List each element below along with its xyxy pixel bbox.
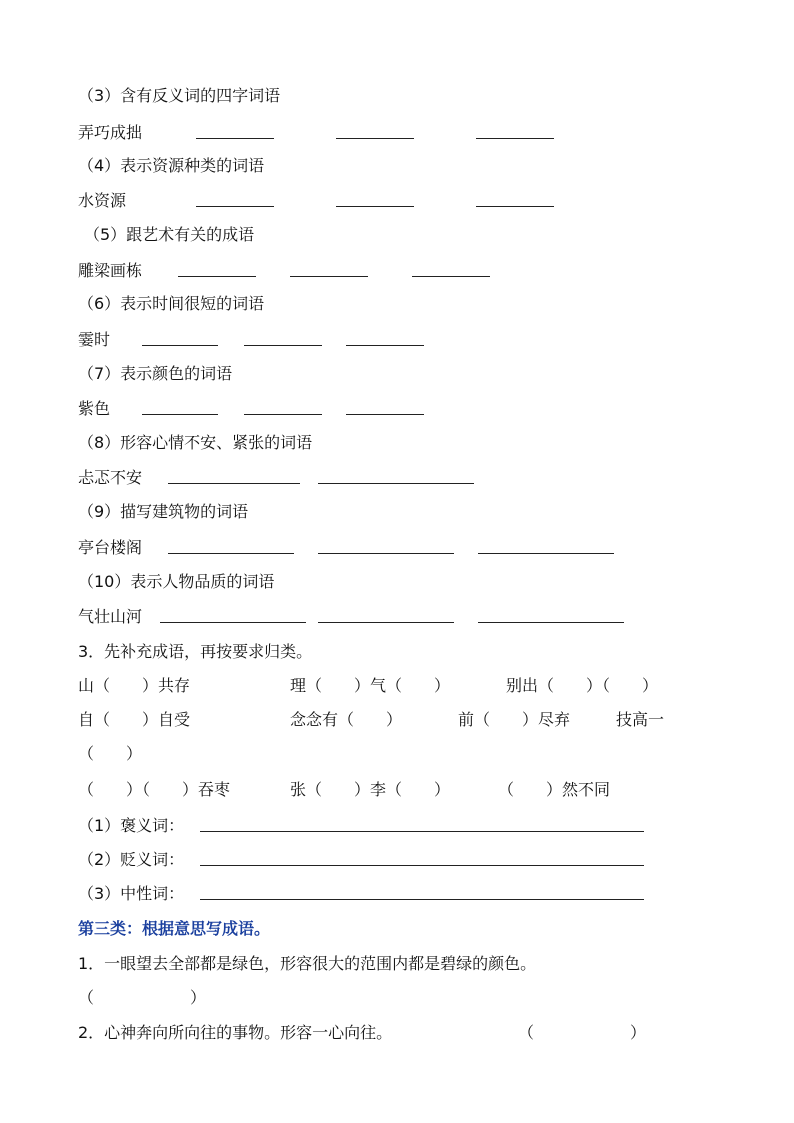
question-2-text: 2．心神奔向所向往的事物。形容一心向往。 (78, 1023, 393, 1042)
answer-blank[interactable] (478, 553, 614, 554)
category-10-answer-row (0, 605, 143, 629)
category-8-answer-row (0, 466, 143, 490)
answer-blank[interactable] (244, 414, 322, 415)
idiom-fill-item[interactable]: 自（ ）自受 (78, 710, 191, 729)
category-10-heading (0, 570, 275, 594)
answer-blank[interactable] (346, 414, 424, 415)
category-5-heading-text: （5）跟艺术有关的成语 (84, 225, 255, 244)
answer-blank[interactable] (336, 206, 414, 207)
category-7-heading-text: （7）表示颜色的词语 (78, 364, 233, 383)
answer-blank[interactable] (244, 345, 322, 346)
answer-blank[interactable] (168, 553, 294, 554)
answer-blank[interactable] (476, 206, 554, 207)
answer-blank[interactable] (476, 138, 554, 139)
category-8-example: 忐忑不安 (78, 468, 143, 487)
idiom-row-2-wrap (0, 742, 143, 766)
idiom-fill-item[interactable]: 念念有（ ） (290, 710, 403, 729)
category-5-answer-row (0, 259, 143, 283)
answer-blank[interactable] (336, 138, 414, 139)
category-4-heading-text: （4）表示资源种类的词语 (78, 156, 265, 175)
category-5-example: 雕梁画栋 (78, 261, 143, 280)
section-3-title (0, 917, 271, 941)
answer-blank[interactable] (318, 483, 474, 484)
answer-blank[interactable] (200, 865, 644, 866)
neutral-row (0, 882, 185, 906)
derogatory-label: （2）贬义词： (78, 850, 185, 869)
category-4-heading (0, 154, 265, 178)
derogatory-row (0, 848, 185, 872)
question-1-answer (0, 986, 207, 1010)
answer-blank[interactable] (318, 553, 454, 554)
answer-blank[interactable] (200, 831, 644, 832)
idiom-fill-item[interactable]: 别出（ ）（ ） (506, 676, 659, 695)
answer-paren[interactable]: （ ） (78, 988, 207, 1007)
idiom-fill-item[interactable]: 山（ ）共存 (78, 676, 191, 695)
question-1 (0, 952, 537, 976)
idiom-row-3 (0, 778, 611, 802)
category-3-example: 弄巧成拙 (78, 123, 143, 142)
answer-paren[interactable]: （ ） (518, 1023, 647, 1042)
category-4-answer-row (0, 189, 127, 213)
answer-blank[interactable] (160, 622, 306, 623)
task-3-instruction-text: 3．先补充成语，再按要求归类。 (78, 642, 313, 661)
idiom-row-1 (0, 674, 659, 698)
category-6-heading-text: （6）表示时间很短的词语 (78, 294, 265, 313)
category-3-answer-row (0, 121, 143, 145)
idiom-fill-item[interactable]: 前（ ）尽弃 (458, 710, 571, 729)
idiom-fill-item[interactable]: （ ）（ ）吞枣 (78, 780, 231, 799)
category-6-answer-row (0, 328, 111, 352)
idiom-fill-item[interactable]: 理（ ）气（ ） (290, 676, 451, 695)
category-7-example: 紫色 (78, 399, 111, 418)
commendatory-label: （1）褒义词： (78, 816, 185, 835)
category-5-heading (0, 223, 255, 247)
idiom-fill-item[interactable]: 技高一 (616, 710, 665, 729)
answer-blank[interactable] (200, 899, 644, 900)
answer-blank[interactable] (196, 138, 274, 139)
category-6-heading (0, 292, 265, 316)
answer-blank[interactable] (142, 414, 218, 415)
category-9-heading-text: （9）描写建筑物的词语 (78, 502, 249, 521)
answer-blank[interactable] (196, 206, 274, 207)
commendatory-row (0, 814, 185, 838)
task-3-instruction (0, 640, 313, 664)
category-10-example: 气壮山河 (78, 607, 143, 626)
category-7-answer-row (0, 397, 111, 421)
category-8-heading-text: （8）形容心情不安、紧张的词语 (78, 433, 313, 452)
category-7-heading (0, 362, 233, 386)
idiom-fill-item[interactable]: 张（ ）李（ ） (290, 780, 451, 799)
answer-blank[interactable] (346, 345, 424, 346)
answer-blank[interactable] (318, 622, 454, 623)
category-9-answer-row (0, 536, 143, 560)
answer-blank[interactable] (478, 622, 624, 623)
idiom-row-2 (0, 708, 665, 732)
category-8-heading (0, 431, 313, 455)
question-1-text: 1．一眼望去全部都是绿色，形容很大的范围内都是碧绿的颜色。 (78, 954, 537, 973)
answer-blank[interactable] (178, 276, 256, 277)
answer-blank[interactable] (168, 483, 300, 484)
idiom-fill-paren[interactable]: （ ） (78, 744, 143, 763)
category-3-heading-text: （3）含有反义词的四字词语 (78, 86, 281, 105)
answer-blank[interactable] (412, 276, 490, 277)
category-6-example: 霎时 (78, 330, 111, 349)
answer-blank[interactable] (290, 276, 368, 277)
answer-blank[interactable] (142, 345, 218, 346)
section-3-title-text: 第三类：根据意思写成语。 (78, 919, 271, 938)
category-10-heading-text: （10）表示人物品质的词语 (78, 572, 275, 591)
question-2 (0, 1021, 647, 1045)
category-9-example: 亭台楼阁 (78, 538, 143, 557)
neutral-label: （3）中性词： (78, 884, 185, 903)
idiom-fill-item[interactable]: （ ）然不同 (498, 780, 611, 799)
category-4-example: 水资源 (78, 191, 127, 210)
category-3-heading (0, 84, 281, 108)
category-9-heading (0, 500, 249, 524)
